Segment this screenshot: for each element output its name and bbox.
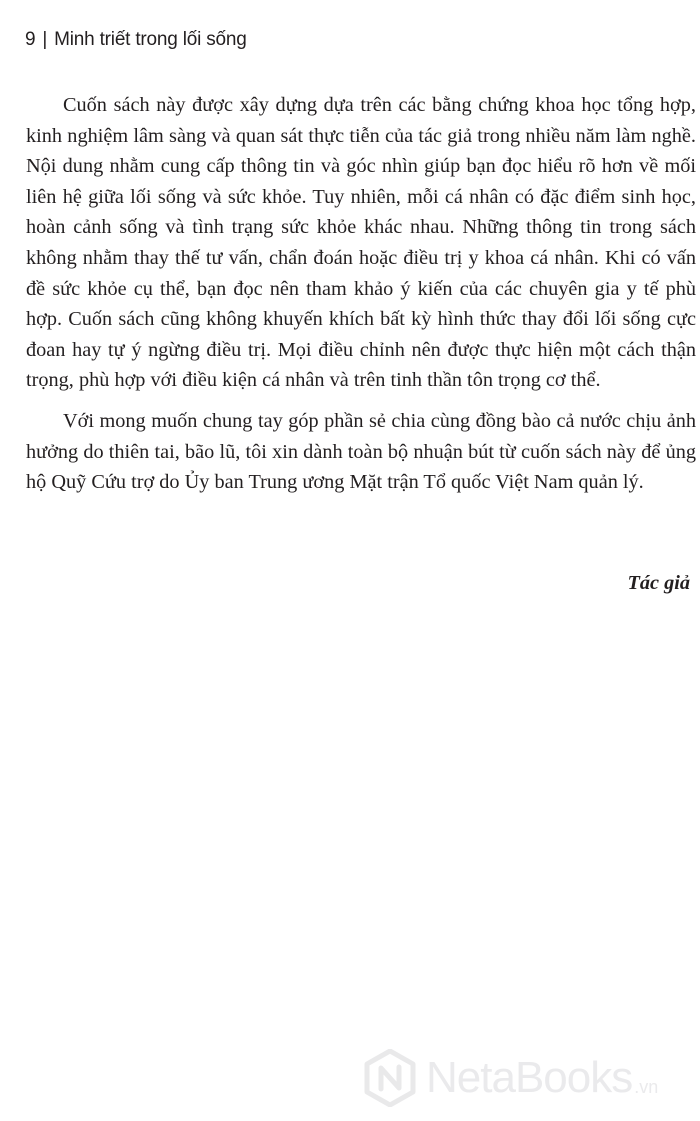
- paragraph-dedication: Với mong muốn chung tay góp phần sẻ chia cùng đồng bào cả nước chịu ảnh hưởng do thiên tai, bão lũ, tôi xin dành toàn bộ nhuận bút từ cuốn sách này để ủng hộ Quỹ Cứu trợ do Ủy ban Trung ương Mặt trận Tổ quốc Việt Nam quản lý.: [26, 409, 696, 494]
- netabooks-logo-icon: [364, 1049, 416, 1107]
- body-text: [26, 90, 696, 498]
- paragraph-disclaimer: Cuốn sách này được xây dựng dựa trên các bằng chứng khoa học tổng hợp, kinh nghiệm lâm sàng và quan sát thực tiễn của tác giả trong nhiều năm làm nghề. Nội dung nhằm cung cấp thông tin và góc nhìn giúp bạn đọc hiểu rõ hơn về mối liên hệ giữa lối sống và sức khỏe. Tuy nhiên, mỗi cá nhân có đặc điểm sinh học, hoàn cảnh sống và tình trạng sức khỏe khác nhau. Những thông tin trong sách không nhằm thay thế tư vấn, chẩn đoán hoặc điều trị y khoa cá nhân. Khi có vấn đề sức khỏe cụ thể, bạn đọc nên tham khảo ý kiến của các chuyên gia y tế phù hợp. Cuốn sách cũng không khuyến khích bất kỳ hình thức thay đổi lối sống cực đoan hay tự ý ngừng điều trị. Mọi điều chỉnh nên được thực hiện một cách thận trọng, phù hợp với điều kiện cá nhân và trên tinh thần tôn trọng cơ thể.: [26, 94, 696, 392]
- header-separator: |: [42, 29, 48, 50]
- watermark-domain: .vn: [634, 1077, 659, 1097]
- running-header: [25, 29, 247, 51]
- book-title: Minh triết trong lối sống: [54, 29, 247, 50]
- watermark-brand: NetaBooks: [426, 1053, 633, 1102]
- author-signature: Tác giả: [627, 572, 690, 594]
- page-number: 9: [25, 29, 36, 50]
- publisher-watermark: [364, 1048, 658, 1108]
